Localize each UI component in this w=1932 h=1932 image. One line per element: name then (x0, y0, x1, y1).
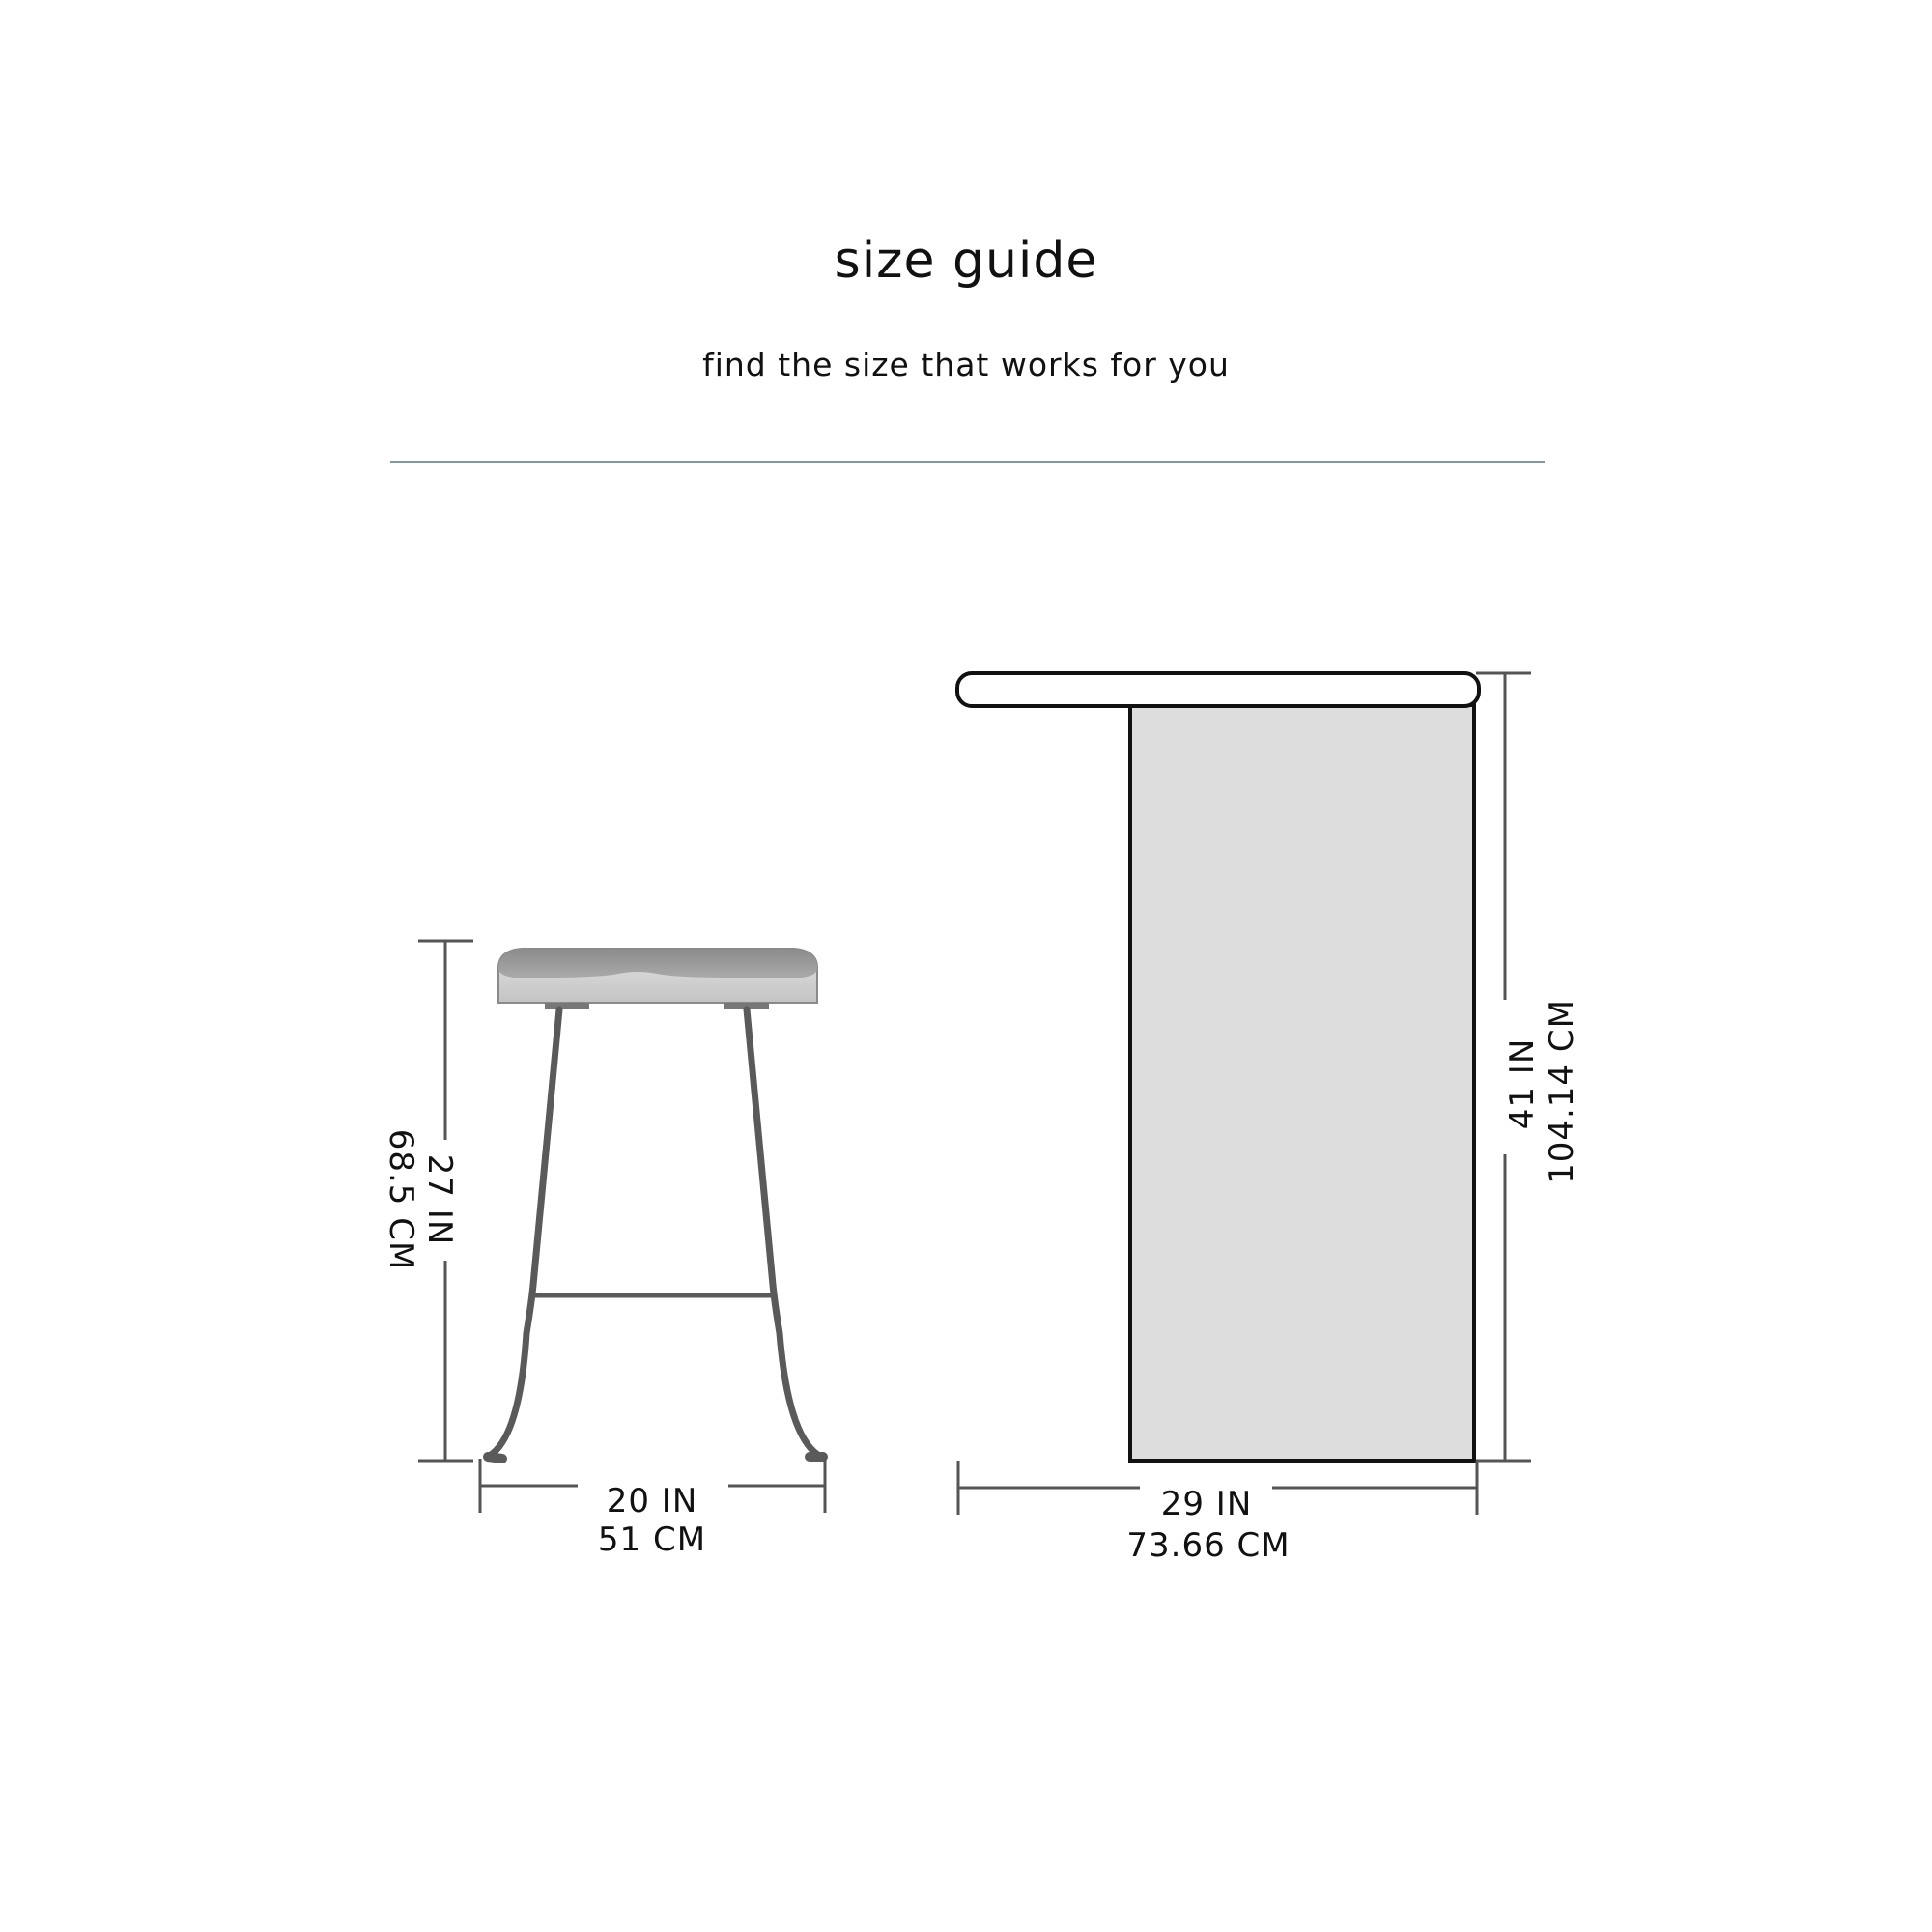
counter-table (957, 673, 1479, 1461)
stool-width-dimension (480, 1459, 825, 1559)
counter-top (957, 673, 1479, 706)
bar-stool (488, 949, 823, 1459)
counter-base (1130, 705, 1474, 1461)
counter-width-dimension (958, 1461, 1477, 1565)
stool-legs (488, 1009, 823, 1459)
stool-height-in: 27 IN (420, 1153, 459, 1246)
counter-height-dimension (1476, 673, 1581, 1461)
stool-height-cm: 68.5 CM (382, 1128, 420, 1271)
counter-height-cm: 104.14 CM (1543, 999, 1581, 1184)
stool-seat (498, 949, 817, 1009)
stool-width-cm: 51 CM (597, 1520, 707, 1559)
page-subtitle: find the size that works for you (702, 346, 1230, 384)
counter-width-in: 29 IN (1160, 1485, 1253, 1523)
page-title: size guide (834, 232, 1098, 290)
counter-width-cm: 73.66 CM (1126, 1526, 1291, 1565)
stool-height-dimension (382, 941, 473, 1461)
counter-height-in: 41 IN (1503, 1037, 1542, 1130)
stool-width-in: 20 IN (606, 1482, 698, 1520)
